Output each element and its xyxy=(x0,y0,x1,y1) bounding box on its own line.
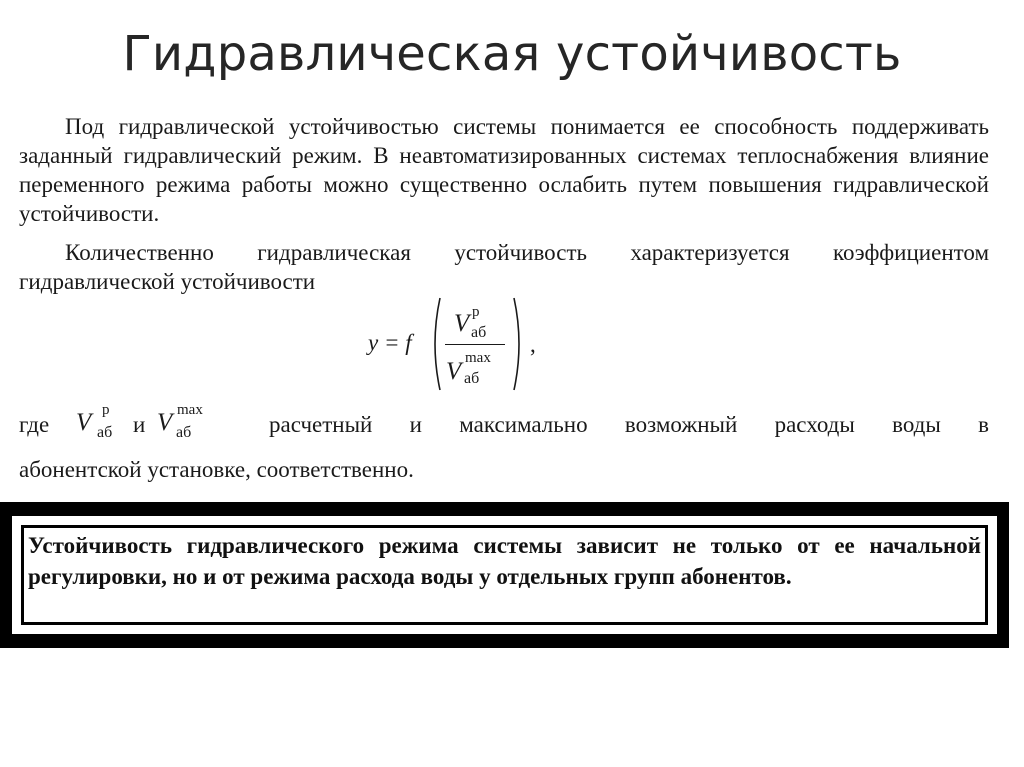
where-description: расчетный и максимально возможный расходы воды в xyxy=(269,412,989,437)
right-paren xyxy=(512,296,526,392)
where-conjunction: и xyxy=(133,412,146,437)
left-paren xyxy=(428,296,442,392)
numerator-sub: аб xyxy=(471,324,487,341)
symbol2-sub: аб xyxy=(176,424,192,441)
highlight-frame xyxy=(0,502,1009,648)
symbol1-sub: аб xyxy=(97,424,113,441)
numerator-sup: p xyxy=(472,304,480,320)
denominator-symbol: V xyxy=(446,358,462,385)
paragraph-coefficient: Количественно гидравлическая устойчивость характеризуется коэффициентом гидравлической устойчивости xyxy=(19,240,989,294)
highlight-text: Устойчивость гидравлического режима системы зависит не только от ее начальной регулировки, но и от режима расхода воды у отдельных групп абонентов. xyxy=(28,533,981,589)
symbol1-sup: p xyxy=(102,402,110,418)
symbol2-sup: max xyxy=(177,402,203,418)
paragraph-definition: Под гидравлической устойчивостью системы понимается ее способность поддерживать заданный гидравлический режим. В неавтоматизированных системах теплоснабжения влияние переменного режима работы можно существенно ослабить путем повышения гидравлической устойчивости. xyxy=(19,114,989,226)
highlight-box xyxy=(21,525,988,625)
slide-title: Гидравлическая устойчивость xyxy=(122,26,902,82)
where-continuation: абонентской установке, соответственно. xyxy=(19,457,414,482)
denominator-sup: max xyxy=(465,350,491,366)
symbol2: V xyxy=(157,409,173,436)
denominator-sub: аб xyxy=(464,370,480,387)
symbol1: V xyxy=(76,409,92,436)
where-definition xyxy=(19,404,989,452)
formula-comma: , xyxy=(530,332,536,357)
numerator-symbol: V xyxy=(454,310,470,337)
where-prefix: где xyxy=(19,412,50,437)
formula-lhs: y = f xyxy=(368,330,412,355)
stability-formula xyxy=(368,296,568,394)
fraction-line xyxy=(445,344,505,345)
